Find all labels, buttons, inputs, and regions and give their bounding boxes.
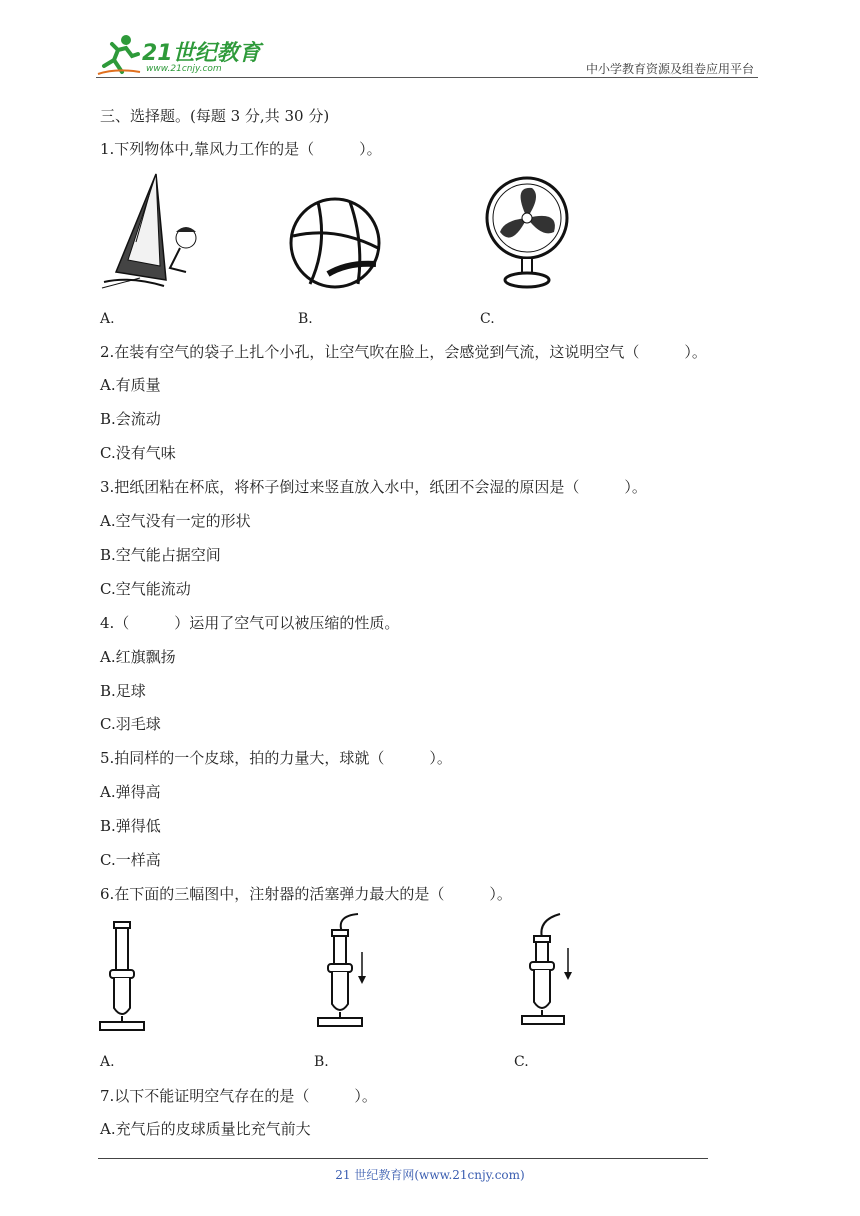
footer-divider xyxy=(98,1158,708,1159)
question-3-option-a: A.空气没有一定的形状 xyxy=(100,512,251,530)
site-logo xyxy=(96,32,266,78)
question-5-option-c: C.一样高 xyxy=(100,851,161,869)
question-7-option-a: A.充气后的皮球质量比充气前大 xyxy=(100,1120,311,1138)
question-3-option-b: B.空气能占据空间 xyxy=(100,546,221,564)
runner-logo-icon xyxy=(96,32,142,78)
question-4-option-b: B.足球 xyxy=(100,682,146,700)
question-3-stem: 3.把纸团粘在杯底，将杯子倒过来竖直放入水中，纸团不会湿的原因是（ ）。 xyxy=(100,478,647,496)
question-1-stem: 1.下列物体中,靠风力工作的是（ ）。 xyxy=(100,140,382,158)
question-6-option-c: C. xyxy=(514,1054,529,1070)
question-1-option-a: A. xyxy=(100,311,115,327)
question-4-stem: 4.（ ）运用了空气可以被压缩的性质。 xyxy=(100,614,400,632)
question-3-option-c: C.空气能流动 xyxy=(100,580,191,598)
logo-title: 21世纪教育 xyxy=(142,41,261,66)
question-2-option-c: C.没有气味 xyxy=(100,444,176,462)
logo-subtitle: www.21cnjy.com xyxy=(146,64,222,74)
electric-fan-icon xyxy=(482,176,572,294)
question-6-stem: 6.在下面的三幅图中，注射器的活塞弹力最大的是（ ）。 xyxy=(100,885,512,903)
question-2-stem: 2.在装有空气的袋子上扎个小孔，让空气吹在脸上，会感觉到气流，这说明空气（ ）。 xyxy=(100,343,707,361)
footer-text: 21 世纪教育网(www.21cnjy.com) xyxy=(335,1168,525,1182)
question-2-option-a: A.有质量 xyxy=(100,376,161,394)
windsurfer-icon xyxy=(100,172,226,296)
syringe-no-press-icon xyxy=(98,920,148,1038)
question-5-option-a: A.弹得高 xyxy=(100,783,161,801)
question-4-option-c: C.羽毛球 xyxy=(100,715,161,733)
page-header xyxy=(96,30,758,80)
question-2-option-b: B.会流动 xyxy=(100,410,161,428)
question-6-option-a: A. xyxy=(100,1054,115,1070)
question-7-stem: 7.以下不能证明空气存在的是（ ）。 xyxy=(100,1087,377,1105)
syringe-press-icon xyxy=(314,912,374,1034)
header-divider xyxy=(96,77,758,78)
basketball-icon xyxy=(288,196,382,294)
question-5-option-b: B.弹得低 xyxy=(100,817,161,835)
section-title: 三、选择题。(每题 3 分,共 30 分) xyxy=(100,107,330,125)
question-1-option-b: B. xyxy=(298,311,313,327)
question-5-stem: 5.拍同样的一个皮球，拍的力量大，球就（ ）。 xyxy=(100,749,452,767)
question-1-option-c: C. xyxy=(480,311,495,327)
question-4-option-a: A.红旗飘扬 xyxy=(100,648,176,666)
syringe-press-more-icon xyxy=(520,912,580,1034)
question-6-option-b: B. xyxy=(314,1054,329,1070)
header-platform-text: 中小学教育资源及组卷应用平台 xyxy=(585,62,754,76)
